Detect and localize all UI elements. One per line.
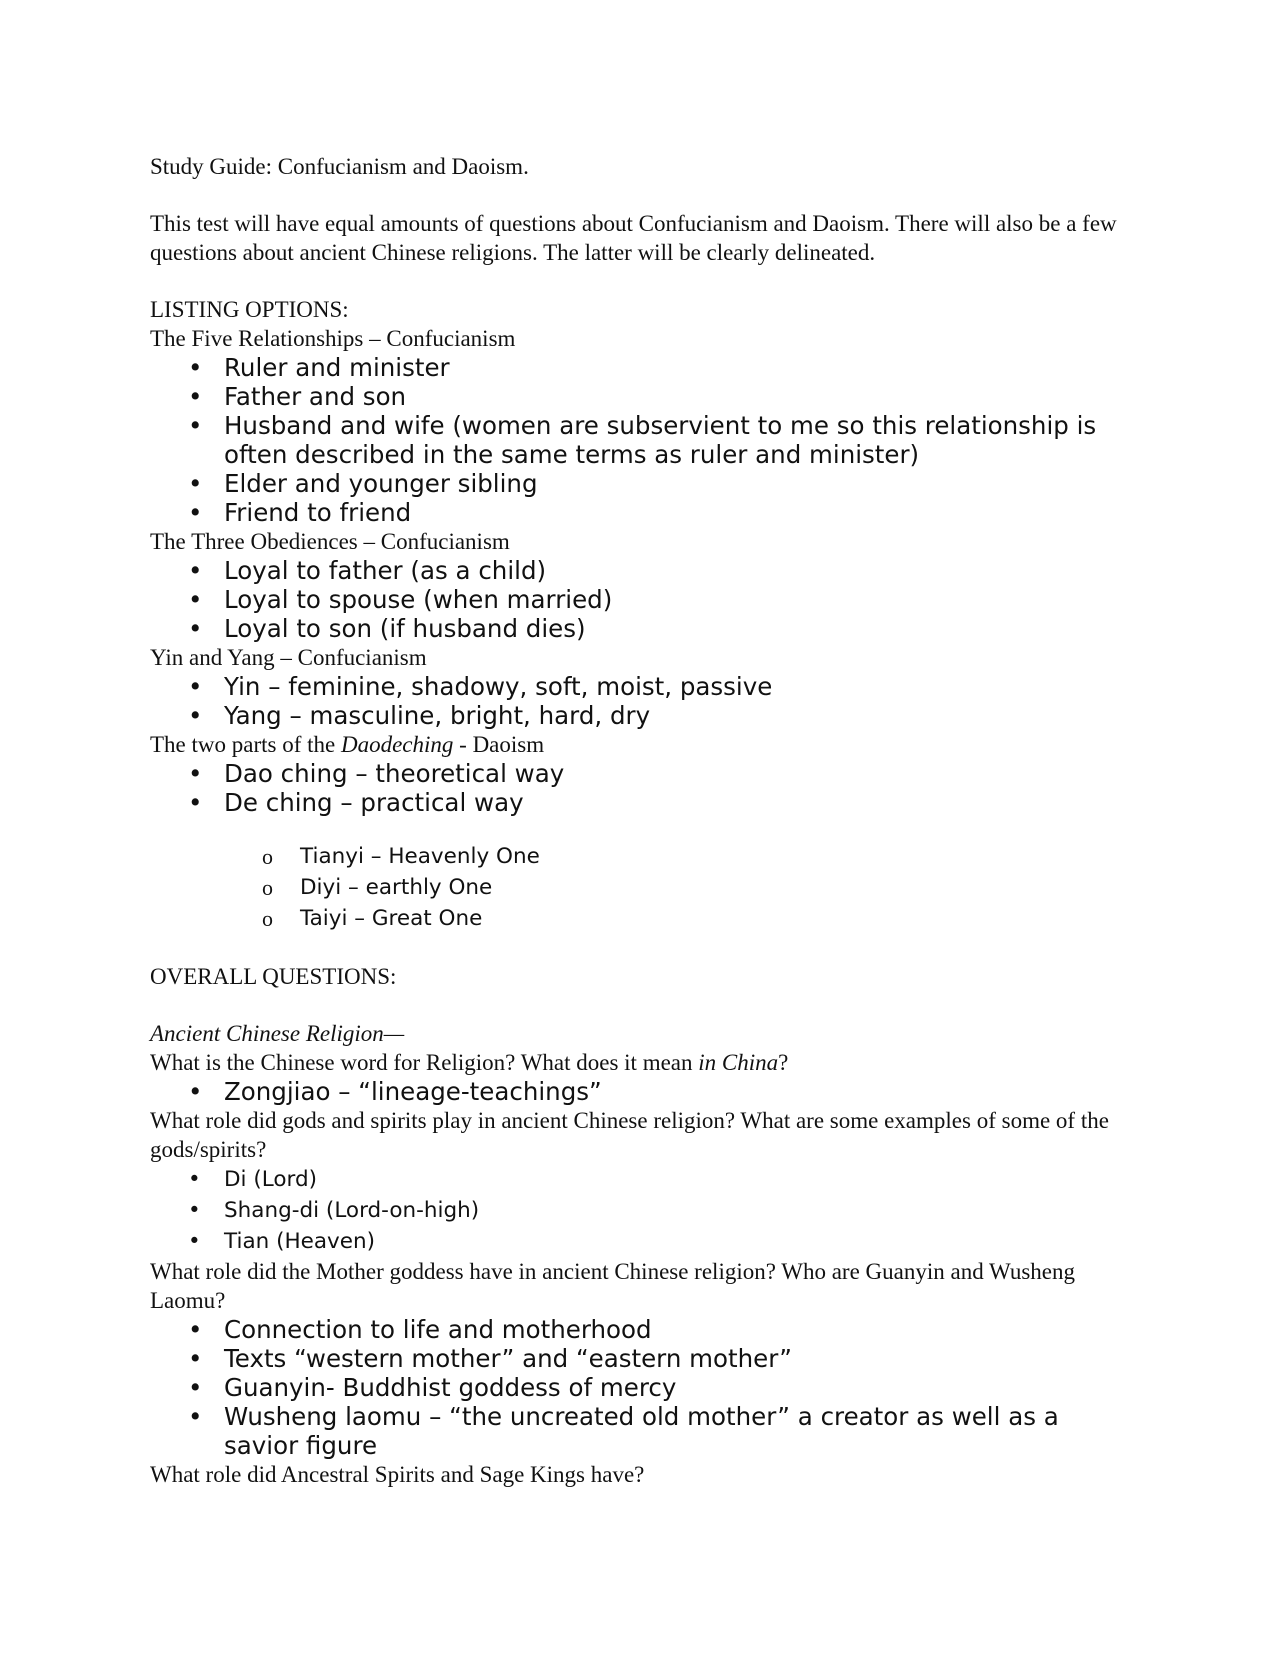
list-item: • Dao ching – theoretical way bbox=[188, 759, 565, 788]
bullet-icon: • bbox=[188, 1373, 203, 1402]
daodeching-sublist bbox=[150, 841, 1130, 934]
list-item: • De ching – practical way bbox=[188, 788, 524, 817]
list-item: • Zongjiao – “lineage-teachings” bbox=[188, 1077, 602, 1106]
question-ancestral-spirits: What role did Ancestral Spirits and Sage Kings have? bbox=[150, 1462, 645, 1487]
bullet-icon: • bbox=[188, 1229, 201, 1254]
bullet-icon: • bbox=[188, 1077, 203, 1106]
list-item: o Tianyi – Heavenly One bbox=[150, 841, 1130, 872]
gods-spirits-list bbox=[150, 1164, 1130, 1257]
list-item: • Guanyin- Buddhist goddess of mercy bbox=[188, 1373, 677, 1402]
document-title: Study Guide: Confucianism and Daoism. bbox=[150, 154, 529, 179]
question-gods-spirits: What role did gods and spirits play in ancient Chinese religion? What are some examples of some of the gods/spirits? bbox=[150, 1108, 1109, 1162]
bullet-icon: • bbox=[188, 1344, 203, 1373]
daodeching-heading: The two parts of the Daodeching - Daoism bbox=[150, 732, 545, 757]
list-item: • Elder and younger sibling bbox=[188, 469, 538, 498]
list-item: • Texts “western mother” and “eastern mother” bbox=[188, 1344, 792, 1373]
sub-bullet-icon: o bbox=[262, 906, 273, 931]
list-item: o Taiyi – Great One bbox=[150, 903, 1130, 934]
list-item: • Yin – feminine, shadowy, soft, moist, passive bbox=[188, 672, 773, 701]
list-item: • Loyal to son (if husband dies) bbox=[188, 614, 586, 643]
three-obediences-heading: The Three Obediences – Confucianism bbox=[150, 529, 510, 554]
daodeching-list bbox=[150, 759, 1130, 817]
mother-goddess-list bbox=[150, 1315, 1130, 1460]
bullet-icon: • bbox=[188, 556, 203, 585]
list-item: o Diyi – earthly One bbox=[150, 872, 1130, 903]
bullet-icon: • bbox=[188, 498, 203, 527]
question-religion-word: What is the Chinese word for Religion? What does it mean in China? bbox=[150, 1050, 789, 1075]
religion-word-list bbox=[150, 1077, 1130, 1106]
list-item: • Husband and wife (women are subservient to me so this relationship is often described in the same terms as ruler and minister) bbox=[188, 411, 1097, 469]
question-mother-goddess: What role did the Mother goddess have in ancient Chinese religion? Who are Guanyin and Wusheng Laomu? bbox=[150, 1259, 1075, 1313]
list-item: • Friend to friend bbox=[188, 498, 412, 527]
bullet-icon: • bbox=[188, 585, 203, 614]
five-relationships-list bbox=[150, 353, 1130, 527]
list-item: • Di (Lord) bbox=[150, 1164, 1130, 1195]
bullet-icon: • bbox=[188, 353, 203, 382]
bullet-icon: • bbox=[188, 1402, 203, 1431]
bullet-icon: • bbox=[188, 788, 203, 817]
document-body bbox=[150, 152, 1130, 1489]
intro-paragraph: This test will have equal amounts of questions about Confucianism and Daoism. There will also be a few questions about ancient Chinese religions. The latter will be clearly delineated. bbox=[150, 211, 1117, 265]
list-item: • Yang – masculine, bright, hard, dry bbox=[188, 701, 651, 730]
bullet-icon: • bbox=[188, 1198, 201, 1223]
bullet-icon: • bbox=[188, 701, 203, 730]
bullet-icon: • bbox=[188, 1167, 201, 1192]
list-item: • Loyal to spouse (when married) bbox=[188, 585, 613, 614]
bullet-icon: • bbox=[188, 411, 203, 440]
yin-yang-heading: Yin and Yang – Confucianism bbox=[150, 645, 427, 670]
sub-bullet-icon: o bbox=[262, 875, 273, 900]
listing-options-heading: LISTING OPTIONS: bbox=[150, 297, 349, 322]
list-item: • Tian (Heaven) bbox=[150, 1226, 1130, 1257]
bullet-icon: • bbox=[188, 1315, 203, 1344]
bullet-icon: • bbox=[188, 614, 203, 643]
overall-questions-heading: OVERALL QUESTIONS: bbox=[150, 964, 397, 989]
five-relationships-heading: The Five Relationships – Confucianism bbox=[150, 326, 516, 351]
list-item: • Shang-di (Lord-on-high) bbox=[150, 1195, 1130, 1226]
bullet-icon: • bbox=[188, 382, 203, 411]
list-item: • Ruler and minister bbox=[188, 353, 450, 382]
list-item: • Father and son bbox=[188, 382, 407, 411]
ancient-religion-heading: Ancient Chinese Religion— bbox=[150, 1021, 405, 1046]
yin-yang-list bbox=[150, 672, 1130, 730]
three-obediences-list bbox=[150, 556, 1130, 643]
list-item: • Connection to life and motherhood bbox=[188, 1315, 652, 1344]
bullet-icon: • bbox=[188, 672, 203, 701]
list-item: • Loyal to father (as a child) bbox=[188, 556, 547, 585]
bullet-icon: • bbox=[188, 469, 203, 498]
list-item: • Wusheng laomu – “the uncreated old mother” a creator as well as a savior figure bbox=[188, 1402, 1059, 1460]
sub-bullet-icon: o bbox=[262, 844, 273, 869]
bullet-icon: • bbox=[188, 759, 203, 788]
